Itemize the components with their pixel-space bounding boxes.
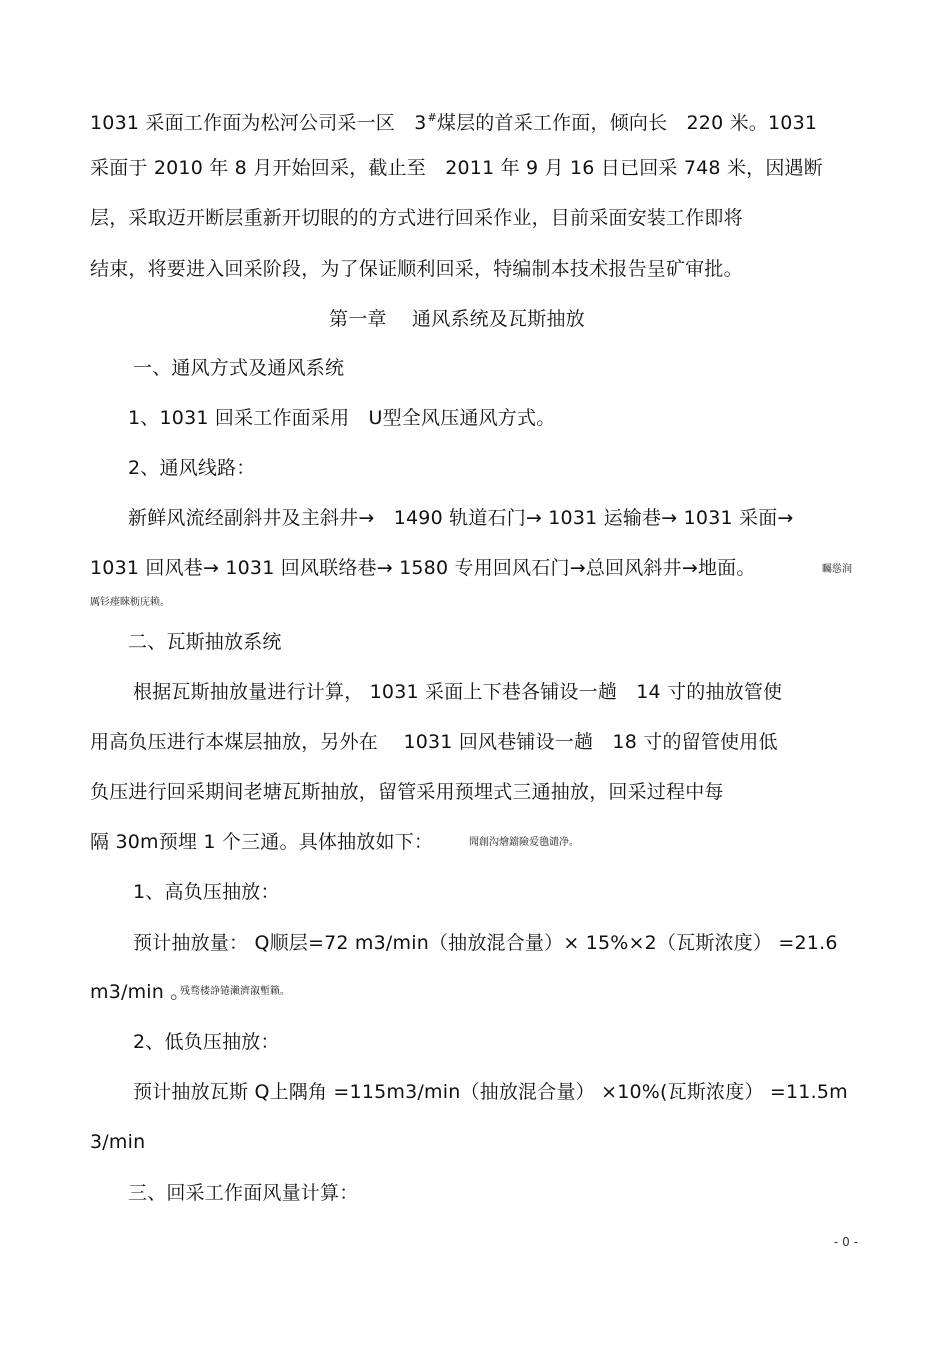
section1-item2: 2、通风线路： bbox=[128, 457, 256, 479]
noise-text-a: 矚慫润 bbox=[822, 564, 852, 575]
low-pressure-line-1: 预计抽放瓦斯 Q上隅角 =115m3/min（抽放混合量） ×10%(瓦斯浓度） =11.5m bbox=[133, 1081, 848, 1103]
chapter-title: 第一章 通风系统及瓦斯抽放 bbox=[329, 308, 585, 330]
section1-item1: 1、1031 回采工作面采用 U型全风压通风方式。 bbox=[128, 407, 556, 429]
intro-line-1-a: 1031 采面工作面为松河公司采一区 3 bbox=[90, 112, 427, 134]
noise-text-b: 厲钐瘗睞枥庑赖。 bbox=[90, 597, 170, 608]
route-line-1: 新鲜风流经副斜井及主斜井→ 1490 轨道石门→ 1031 运输巷→ 1031 采面→ bbox=[128, 507, 794, 529]
section2-para-line-3: 负压进行回采期间老塘瓦斯抽放，留管采用预埋式三通抽放，回采过程中每 bbox=[90, 781, 724, 803]
seam-mark: # bbox=[427, 111, 437, 124]
noise-text-c: 聞創沟燴鐺險爱氇谴净。 bbox=[469, 837, 579, 848]
route-line-2: 1031 回风巷→ 1031 回风联络巷→ 1580 专用回风石门→总回风斜井→地面。 bbox=[90, 557, 756, 579]
section2-para-line-1: 根据瓦斯抽放量进行计算， 1031 采面上下巷各铺设一趟 14 寸的抽放管使 bbox=[133, 681, 783, 703]
intro-line-2: 采面于 2010 年 8 月开始回采，截止至 2011 年 9 月 16 日已回采 748 米，因遇断 bbox=[90, 157, 823, 179]
intro-line-1 bbox=[90, 104, 817, 137]
high-pressure-line-2: m3/min 。 bbox=[90, 981, 190, 1003]
section2-heading: 二、瓦斯抽放系统 bbox=[128, 631, 282, 653]
intro-line-4: 结束，将要进入回采阶段，为了保证顺利回采，特编制本技术报告呈矿审批。 bbox=[90, 258, 743, 280]
section2-para-line-2: 用高负压进行本煤层抽放，另外在 1031 回风巷铺设一趟 18 寸的留管使用低 bbox=[90, 731, 778, 753]
intro-line-1-b: 煤层的首采工作面，倾向长 220 米。1031 bbox=[436, 112, 818, 134]
low-pressure-line-2: 3/min bbox=[90, 1131, 146, 1153]
intro-line-3: 层，采取迈开断层重新开切眼的的方式进行回采作业，目前采面安装工作即将 bbox=[90, 207, 743, 229]
low-pressure-heading: 2、低负压抽放： bbox=[133, 1031, 280, 1053]
section2-para-line-4: 隔 30m预埋 1 个三通。具体抽放如下： bbox=[90, 831, 434, 853]
high-pressure-line-1: 预计抽放量： Q顺层=72 m3/min（抽放混合量）× 15%×2（瓦斯浓度） =21.6 bbox=[133, 932, 838, 954]
section1-heading: 一、通风方式及通风系统 bbox=[133, 357, 345, 379]
noise-text-d: 残骛楼諍锩瀨濟溆塹籟。 bbox=[180, 986, 290, 997]
page-number: - 0 - bbox=[834, 1235, 858, 1249]
high-pressure-heading: 1、高负压抽放： bbox=[133, 881, 280, 903]
section3-heading: 三、回采工作面风量计算： bbox=[128, 1182, 359, 1204]
